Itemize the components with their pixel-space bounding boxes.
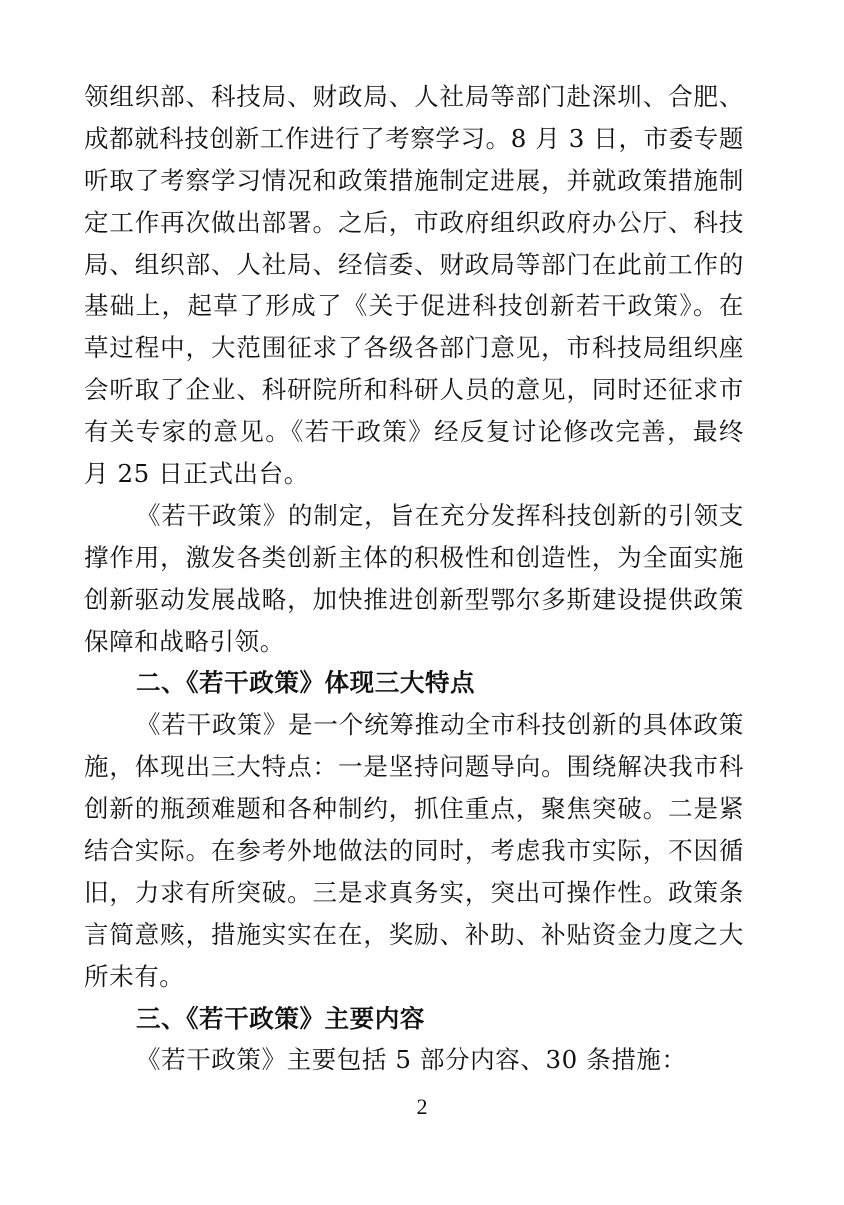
text-line: 成都就科技创新工作进行了考察学习。8 月 3 日，市委专题: [84, 123, 744, 153]
document-body: [84, 76, 744, 1081]
text-line: 保障和战略引领。: [84, 626, 285, 656]
text-line: 撑作用，激发各类创新主体的积极性和创造性，为全面实施: [84, 542, 744, 572]
text-line: 创新的瓶颈难题和各种制约，抓住重点，聚焦突破。二是紧: [84, 794, 744, 824]
page-number: 2: [416, 1094, 428, 1119]
paragraph-1: [84, 76, 744, 495]
heading-line: 三、《若干政策》主要内容: [136, 1003, 425, 1033]
text-line: 月 25 日正式出台。: [84, 459, 309, 489]
paragraph-4: [84, 1039, 744, 1081]
paragraph-2: [84, 495, 744, 663]
text-line: 结合实际。在参考外地做法的同时，考虑我市实际，不因循: [84, 836, 744, 866]
text-line: 会听取了企业、科研院所和科研人员的意见，同时还征求市: [84, 375, 744, 405]
section-heading-3: [84, 998, 744, 1040]
text-line: 施，体现出三大特点：一是坚持问题导向。围绕解决我市科: [84, 752, 744, 782]
text-line: 有关专家的意见。《若干政策》经反复讨论修改完善，最终: [84, 417, 744, 447]
text-line: 听取了考察学习情况和政策措施制定进展，并就政策措施制: [84, 165, 744, 195]
text-line: 局、组织部、人社局、经信委、财政局等部门在此前工作的: [84, 249, 744, 279]
text-line: 领组织部、科技局、财政局、人社局等部门赴深圳、合肥、: [84, 82, 744, 111]
text-line: 《若干政策》是一个统筹推动全市科技创新的具体政策: [136, 710, 744, 740]
text-line: 创新驱动发展战略，加快推进创新型鄂尔多斯建设提供政策: [84, 584, 744, 614]
text-line: 草过程中，大范围征求了各级各部门意见，市科技局组织座: [84, 333, 744, 363]
text-line: 基础上，起草了形成了《关于促进科技创新若干政策》。在: [84, 291, 744, 321]
paragraph-3: [84, 704, 744, 997]
text-line: 定工作再次做出部署。之后，市政府组织政府办公厅、科技: [84, 207, 744, 237]
text-line: 《若干政策》主要包括 5 部分内容、30 条措施：: [136, 1045, 687, 1075]
text-line: 所未有。: [84, 961, 185, 991]
text-line: 言简意赅，措施实实在在，奖励、补助、补贴资金力度之大: [84, 919, 744, 949]
section-heading-2: [84, 662, 744, 704]
text-line: 《若干政策》的制定，旨在充分发挥科技创新的引领支: [136, 500, 744, 530]
heading-line: 二、《若干政策》体现三大特点: [136, 668, 476, 698]
text-line: 旧，力求有所突破。三是求真务实，突出可操作性。政策条: [84, 877, 744, 907]
